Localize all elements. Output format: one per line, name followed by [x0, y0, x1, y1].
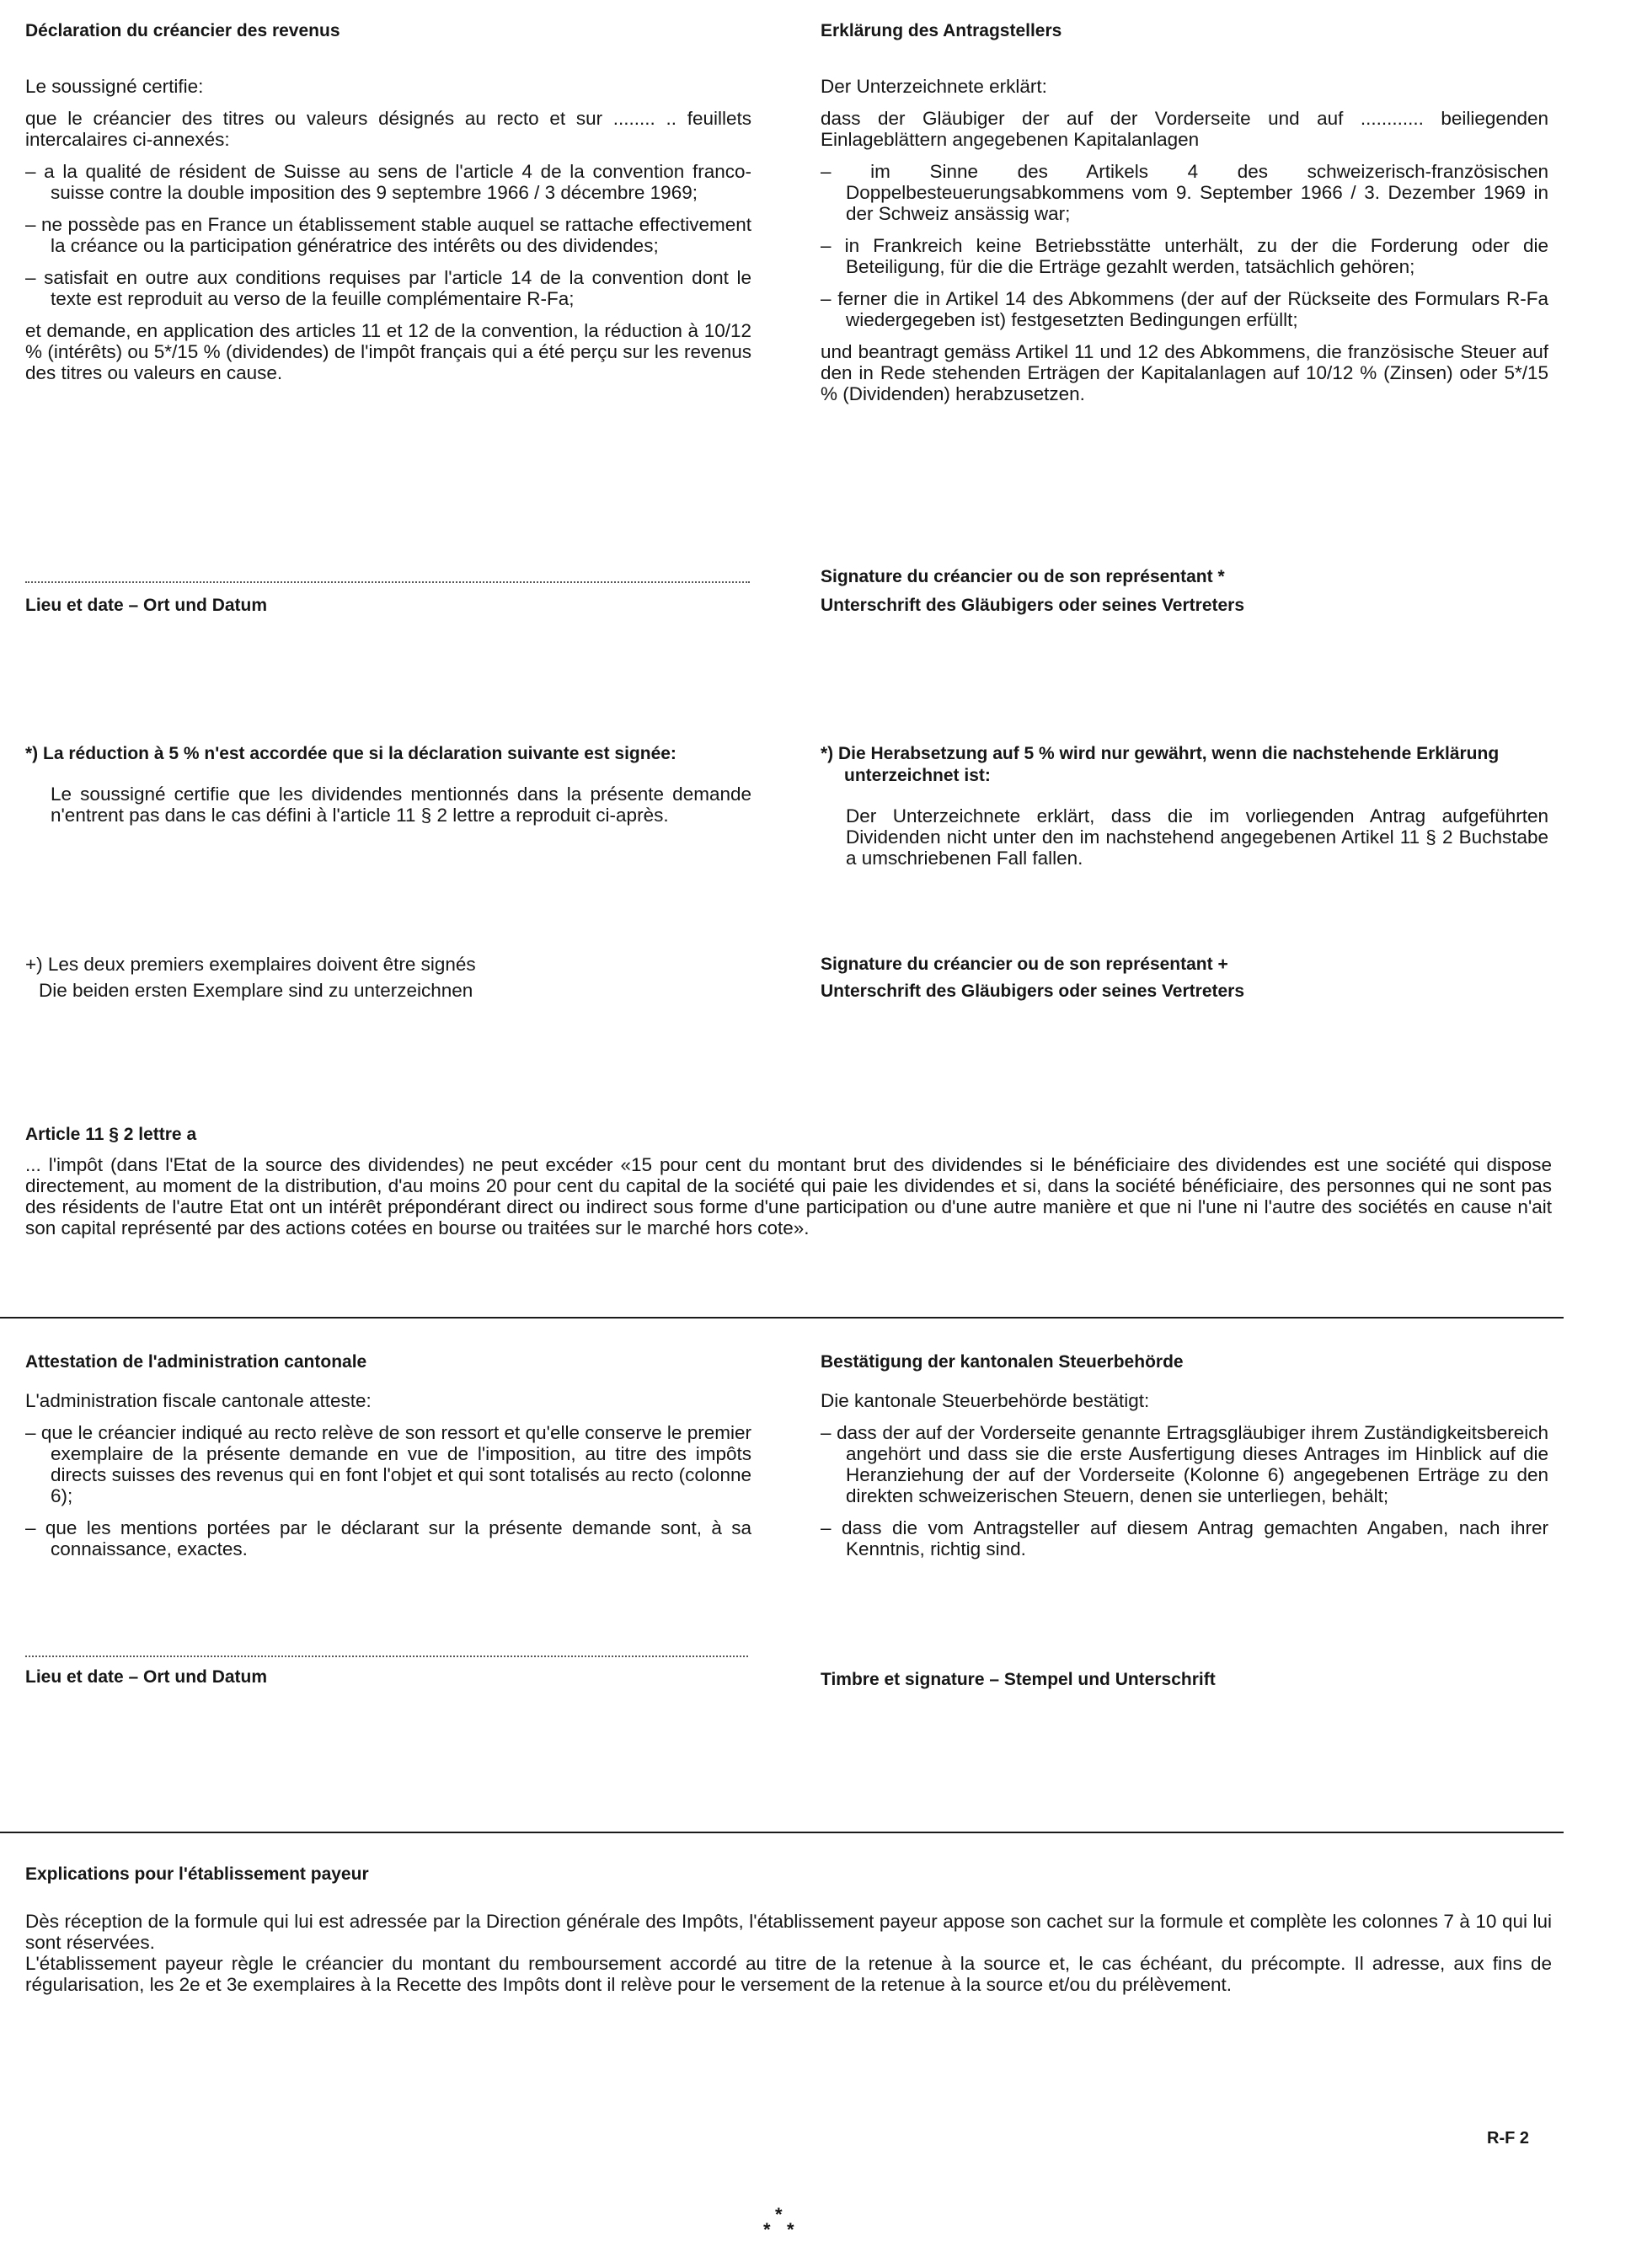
declaration-de-section [821, 20, 1548, 42]
attestation-fr-item: – que les mentions portées par le déclarant sur la présente demande sont, à sa connaissance, exactes. [25, 1517, 751, 1559]
form-code: R-F 2 [1487, 2129, 1529, 2148]
declaration-fr-heading: Déclaration du créancier des revenus [25, 21, 340, 40]
stamp-signature-label[interactable]: Timbre et signature – Stempel und Unterschrift [821, 1670, 1216, 1689]
asterisk-mark-icon: * [787, 2219, 794, 2240]
copies-note-fr: +) Les deux premiers exemplaires doivent être signés [25, 954, 476, 975]
declaration-fr-intro: Le soussigné certifie: [25, 76, 204, 97]
attestation-fr-item: – que le créancier indiqué au recto relève de son ressort et qu'elle conserve le premier exemplaire de la présente demande en vue de l'imposition, au titre des impôts directs suisses des revenus qui en font l'objet et qui sont totalisés au recto (colonne 6); [25, 1422, 751, 1506]
declaration-de-heading: Erklärung des Antragstellers [821, 21, 1062, 40]
paying-agent-paragraph: Dès réception de la formule qui lui est adressée par la Direction générale des Impôts, l'établissement payeur appose son cachet sur la formule et complète les colonnes 7 à 10 qui lui sont réservées. [25, 1911, 1552, 1953]
copies-note-de: Die beiden ersten Exemplare sind zu unterzeichnen [39, 980, 473, 1001]
article-block [25, 1124, 1552, 1238]
place-date-line[interactable] [25, 1656, 748, 1657]
declaration-fr-item: – satisfait en outre aux conditions requises par l'article 14 de la convention dont le texte est reproduit au verso de la feuille complémentaire R-Fa; [25, 267, 751, 309]
section-divider [0, 1317, 1564, 1319]
attestation-de-heading: Bestätigung der kantonalen Steuerbehörde [821, 1352, 1184, 1372]
paying-agent-section [25, 1864, 1552, 1995]
declaration-fr-body [25, 76, 751, 394]
declaration-de-body [821, 76, 1548, 415]
attestation-de-body [821, 1390, 1548, 1559]
declaration-fr-paragraph: que le créancier des titres ou valeurs désignés au recto et sur ........ .. feuillets intercalaires ci-annexés: [25, 108, 751, 150]
signature-label-fr: Signature du créancier ou de son représentant * [821, 567, 1225, 586]
declaration-fr-item: – ne possède pas en France un établissement stable auquel se rattache effectivement la créance ou la participation génératrice des intérêts ou des dividendes; [25, 214, 751, 256]
attestation-fr-section [25, 1351, 751, 1570]
declaration-de-intro: Der Unterzeichnete erklärt: [821, 76, 1047, 97]
declaration-fr-item: – a la qualité de résident de Suisse au sens de l'article 4 de la convention franco-suisse contre la double imposition des 9 septembre 1966 / 3 décembre 1969; [25, 161, 751, 203]
place-date-line[interactable] [25, 581, 750, 583]
reduction-de-heading: *) Die Herabsetzung auf 5 % wird nur gewährt, wenn die nachstehende Erklärung unterzeichnet ist: [821, 744, 1500, 785]
reduction-fr-text: Le soussigné certifie que les dividendes mentionnés dans la présente demande n'entrent pas dans le cas défini à l'article 11 § 2 lettre a reproduit ci-après. [51, 784, 751, 826]
asterisk-mark-icon: * [763, 2219, 771, 2240]
declaration-de-request: und beantragt gemäss Artikel 11 und 12 des Abkommens, die französische Steuer auf den in Rede stehenden Erträgen der Kapitalanlagen auf 10/12 % (Zinsen) oder 5*/15 % (Dividenden) herabzusetzen. [821, 341, 1548, 404]
place-date-label: Lieu et date – Ort und Datum [25, 596, 268, 615]
signature-block-2[interactable] [821, 954, 1548, 1003]
attestation-fr-heading: Attestation de l'administration cantonale [25, 1352, 367, 1372]
attestation-de-intro: Die kantonale Steuerbehörde bestätigt: [821, 1390, 1150, 1411]
article-heading: Article 11 § 2 lettre a [25, 1125, 197, 1144]
reduction-de-text: Der Unterzeichnete erklärt, dass die im vorliegenden Antrag aufgeführten Dividenden nicht unter den im nachstehend angegebenen Artikel 11 § 2 Buchstabe a umschriebenen Fall fallen. [846, 805, 1548, 869]
declaration-de-item: – in Frankreich keine Betriebsstätte unterhält, zu der die Forderung oder die Beteiligung, für die die Erträge gezahlt werden, tatsächlich gehören; [821, 235, 1548, 277]
paying-agent-paragraph: L'établissement payeur règle le créancier du montant du remboursement accordé au titre de la retenue à la source et, le cas échéant, du précompte. Il adresse, aux fins de régularisation, les 2e et 3e exemplaires à la Recette des Impôts dont il relève pour le versement de la retenue à la source et/ou du prélèvement. [25, 1953, 1552, 1995]
declaration-de-item: – im Sinne des Artikels 4 des schweizerisch-französischen Doppelbesteuerungsabkommens vom 9. September 1966 / 3. Dezember 1969 in der Schweiz ansässig war; [821, 161, 1548, 224]
declaration-de-paragraph: dass der Gläubiger der auf der Vorderseite und auf ............ beiliegenden Einlageblättern angegebenen Kapitalanlagen [821, 108, 1548, 150]
reduction-de-block [821, 743, 1548, 869]
place-date-label: Lieu et date – Ort und Datum [25, 1667, 268, 1687]
declaration-de-item: – ferner die in Artikel 14 des Abkommens (der auf der Rückseite des Formulars R-Fa wiedergegeben ist) festgesetzten Bedingungen erfüllt; [821, 288, 1548, 330]
copies-note [25, 954, 751, 1001]
attestation-fr-intro: L'administration fiscale cantonale atteste: [25, 1390, 372, 1411]
asterisk-mark-icon: * [775, 2204, 783, 2225]
declaration-fr-request: et demande, en application des articles 11 et 12 de la convention, la réduction à 10/12 % (intérêts) ou 5*/15 % (dividendes) de l'impôt français qui a été perçu sur les revenus des titres ou valeurs en cause. [25, 320, 751, 383]
attestation-de-item: – dass der auf der Vorderseite genannte Ertragsgläubiger ihrem Zuständigkeitsbereich angehört und dass sie die erste Ausfertigung dieses Antrages im Hinblick auf die Heranziehung der auf der Vorderseite (Kolonne 6) angegebenen Erträge zu den direkten schweizerischen Steuern, denen sie unterliegen, behält; [821, 1422, 1548, 1506]
article-text: ... l'impôt (dans l'Etat de la source des dividendes) ne peut excéder «15 pour cent du montant brut des dividendes si le bénéficiaire des dividendes est une société qui dispose directement, au moment de la distribution, d'au moins 20 pour cent du capital de la société qui paie les dividendes et si, dans la société bénéficiaire, des personnes qui ne sont pas des résidents de l'autre Etat ont un intérêt prépondérant direct ou indirect sous forme d'une participation ou d'une autre manière et que ni l'une ni l'autre des sociétés en cause n'ait son capital représenté par des actions cotées en bourse ou traitées sur le marché hors cote». [25, 1154, 1552, 1238]
paying-agent-text [25, 1911, 1552, 1995]
signature-label-de: Unterschrift des Gläubigers oder seines Vertreters [821, 982, 1245, 1001]
signature-label-de: Unterschrift des Gläubigers oder seines Vertreters [821, 596, 1245, 615]
attestation-fr-body [25, 1390, 751, 1559]
paying-agent-heading: Explications pour l'établissement payeur [25, 1864, 369, 1884]
signature-block[interactable] [821, 566, 1548, 617]
attestation-de-section [821, 1351, 1548, 1570]
declaration-fr-section [25, 20, 751, 42]
reduction-fr-heading: *) La réduction à 5 % n'est accordée que si la déclaration suivante est signée: [25, 744, 676, 763]
reduction-fr-block [25, 743, 751, 826]
section-divider [0, 1832, 1564, 1833]
attestation-de-item: – dass die vom Antragsteller auf diesem Antrag gemachten Angaben, nach ihrer Kenntnis, richtig sind. [821, 1517, 1548, 1559]
signature-label-fr: Signature du créancier ou de son représentant + [821, 955, 1228, 974]
